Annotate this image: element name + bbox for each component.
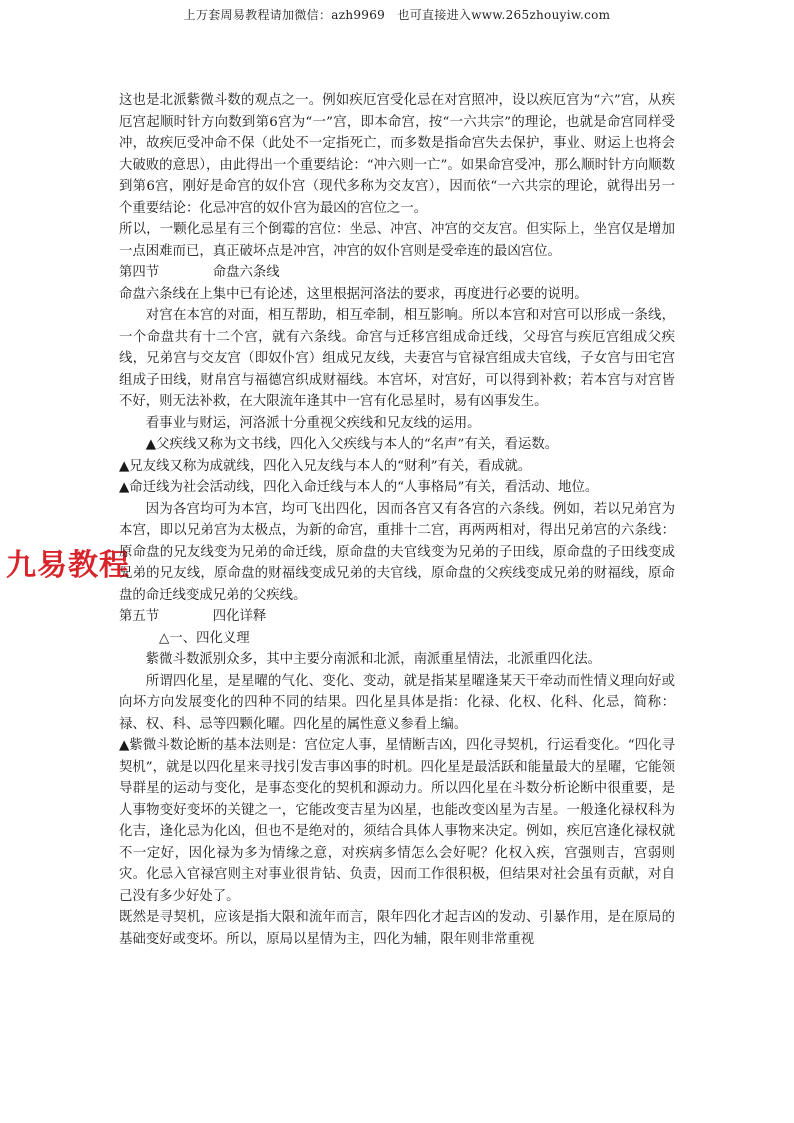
paragraph: 对宫在本宫的对面，相互帮助，相互牵制，相互影响。所以本宫和对宫可以形成一条线，一个命盘共有十二个宫，就有六条线。命宫与迁移宫组成命迁线，父母宫与疾厄宫组成父疾线，兄弟宫与交友宫（即奴仆宫）组成兄友线，夫妻宫与官禄宫组成夫官线，子女宫与田宅宫组成子田线，财帛宫与福德宫织成财福线。本宫坏，对宫好，可以得到补救；若本宫与对宫皆不好，则无法补救，在大限流年逢其中一宫有化忌星时，易有凶事发生。 <box>119 308 675 409</box>
paragraph: 紫微斗数派别众多，其中主要分南派和北派，南派重星情法，北派重四化法。 <box>145 652 602 667</box>
paragraph: 命盘六条线在上集中已有论述，这里根据河洛法的要求，再度进行必要的说明。 <box>119 286 588 302</box>
watermark-logo: 九易教程 <box>6 540 134 584</box>
document-body <box>119 90 675 950</box>
bullet-item: ▲紫微斗数论断的基本法则是：宫位定人事，星情断吉凶，四化寻契机，行运看变化。“四化寻契机”，就是以四化星来寻找引发吉事凶事的时机。四化星是最活跃和能量最大的星曜，它能领导群星的运动与变化，是事态变化的契机和源动力。所以四化星在斗数分析论断中很重要，是人事物变好变坏的关键之一，它能改变吉星为凶星，也能改变凶星为吉星。一般逢化禄权科为化吉，逢化忌为化凶，但也不是绝对的，须结合具体人事物来决定。例如，疾厄宫逢化禄权就不一定好，因化禄为多为情缘之意，对疾病多情怎么会好呢？化权入疾，宫强则吉，宫弱则灾。化忌入官禄宫则主对事业很肯钻、负责，因而工作很积极，但结果对社会虽有贡献，对自己没有多少好处了。 <box>119 738 675 904</box>
bullet-item: ▲父疾线又称为文书线，四化入父疾线与本人的“名声”有关，看运数。 <box>145 437 559 452</box>
subsection-heading: △一、四化义理 <box>159 630 250 646</box>
paragraph: 看事业与财运，河洛派十分重视父疾线和兄友线的运用。 <box>145 415 481 431</box>
section-heading: 第五节 四化详释 <box>119 609 267 624</box>
section-heading: 第四节 命盘六条线 <box>119 265 280 280</box>
paragraph: 既然是寻契机，应该是指大限和流年而言，限年四化才起吉凶的发动、引暴作用，是在原局的基础变好或变坏。所以，原局以星情为主，四化为辅，限年则非常重视 <box>119 910 675 947</box>
paragraph: 所以，一颗化忌星有三个倒霉的宫位：坐忌、冲宫、冲宫的交友宫。但实际上，坐宫仅是增加一点困难而已，真正破坏点是冲宫，冲宫的奴仆宫则是受牵连的最凶宫位。 <box>119 222 675 259</box>
page-header: 上万套周易教程请加微信：azh9969 也可直接进入www.265zhouyiw.com <box>183 8 611 22</box>
paragraph: 这也是北派紫微斗数的观点之一。例如疾厄宫受化忌在对宫照冲，设以疾厄宫为“六”宫，从疾厄宫起顺时针方向数到第6宫为“一”宫，即本命宫，按“一六共宗”的理论，也就是命宫同样受冲，故疾厄受冲命不保（此处不一定指死亡，而多数是指命宫失去保护，事业、财运上也将会大破败的意思），由此得出一个重要结论：“冲六则一亡”。如果命宫受冲，那么顺时针方向顺数到第6宫，刚好是命宫的奴仆宫（现代多称为交友宫），因而依“一六共宗的理论，就得出另一个重要结论：化忌冲宫的奴仆宫为最凶的宫位之一。 <box>119 93 676 216</box>
paragraph: 因为各宫均可为本宫，均可飞出四化，因而各宫又有各宫的六条线。例如，若以兄弟宫为本宫，即以兄弟宫为太极点，为新的命宫，重排十二宫，再两两相对，得出兄弟宫的六条线：原命盘的兄友线变为兄弟的命迁线，原命盘的夫官线变为兄弟的子田线，原命盘的子田线变成兄弟的兄友线，原命盘的财福线变成兄弟的夫官线，原命盘的父疾线变成兄弟的财福线，原命盘的命迁线变成兄弟的父疾线。 <box>119 501 675 603</box>
paragraph: 所谓四化星，是星曜的气化、变化、变动，就是指某星曜逢某天干牵动而性情义理向好或向坏方向发展变化的四种不同的结果。四化星具体是指：化禄、化权、化科、化忌，简称：禄、权、科、忌等四颗化曜。四化星的属性意义参看上编。 <box>119 673 675 732</box>
bullet-item: ▲命迁线为社会活动线，四化入命迁线与本人的“人事格局”有关，看活动、地位。 <box>119 480 599 495</box>
bullet-item: ▲兄友线又称为成就线，四化入兄友线与本人的“财利”有关，看成就。 <box>119 458 532 474</box>
